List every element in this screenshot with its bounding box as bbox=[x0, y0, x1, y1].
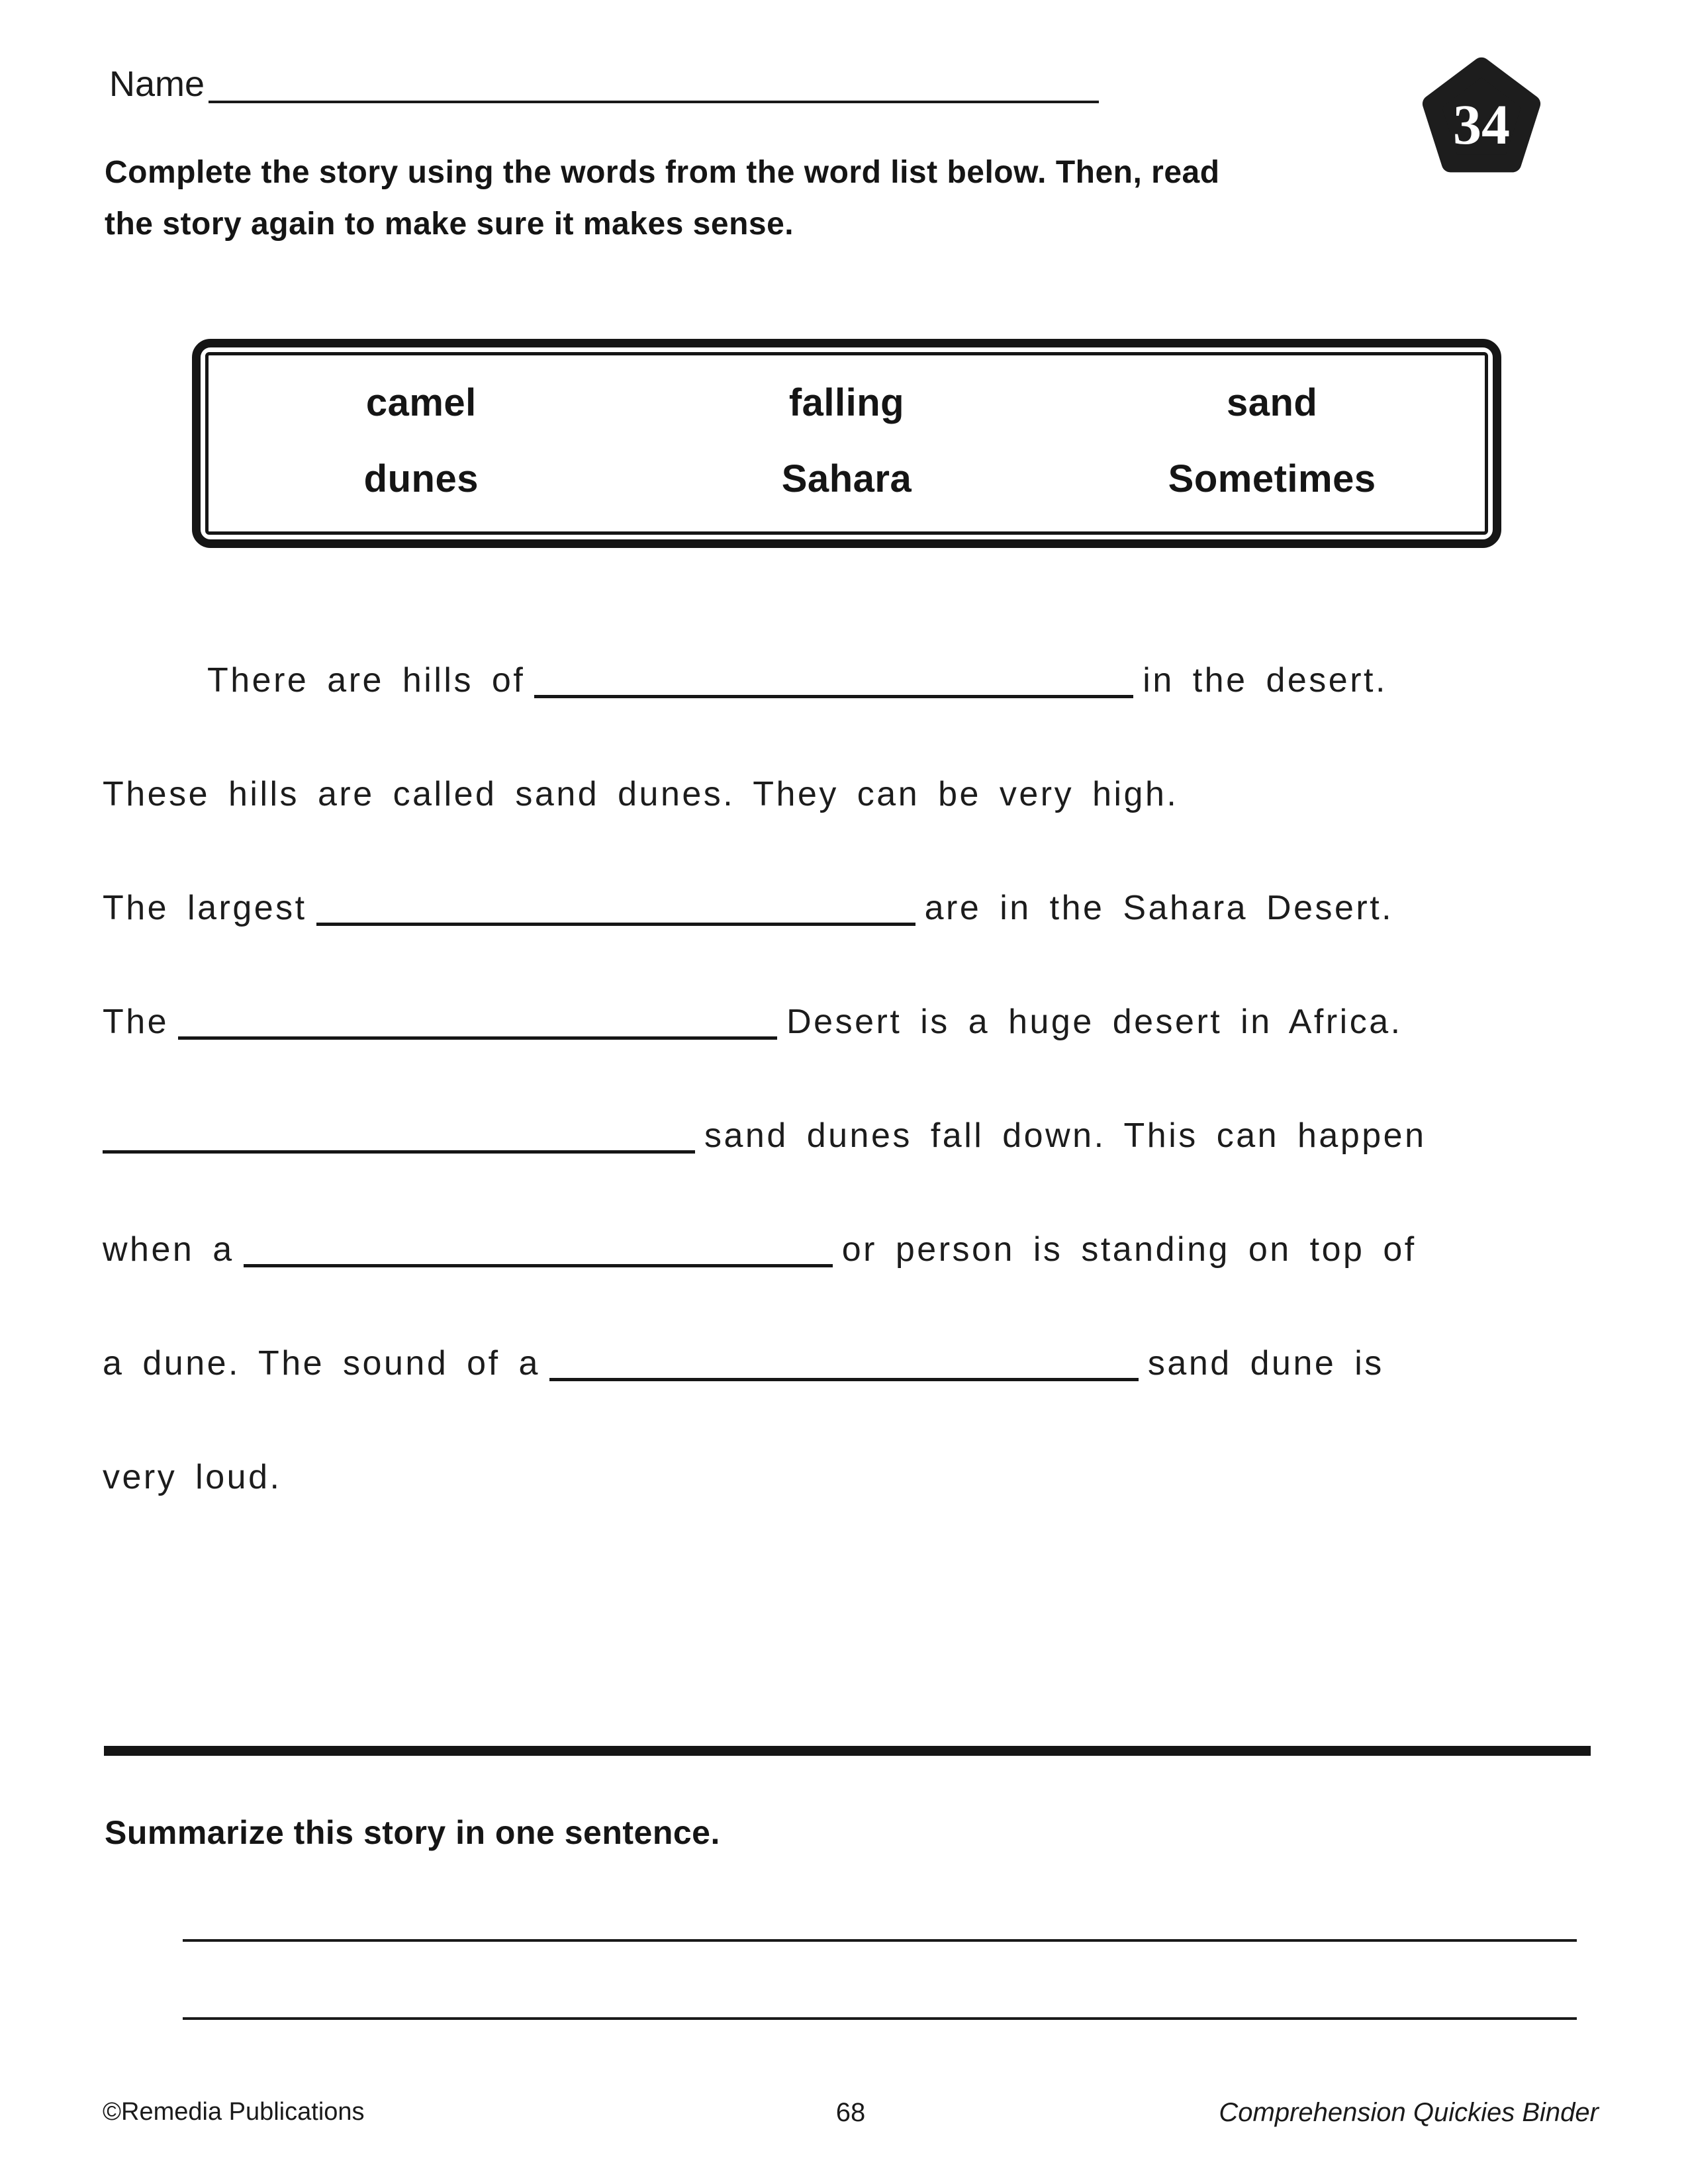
story-blank-6[interactable] bbox=[549, 1378, 1139, 1381]
story-line-8-text: very loud. bbox=[103, 1458, 282, 1496]
word-sahara: Sahara bbox=[781, 457, 912, 500]
word-falling: falling bbox=[788, 381, 905, 424]
story-blank-4[interactable] bbox=[103, 1150, 695, 1154]
story-line-6 bbox=[103, 1230, 1417, 1269]
story-blank-1[interactable] bbox=[534, 695, 1133, 698]
story-line-1-pre: There are hills of bbox=[207, 661, 526, 700]
story-line-7 bbox=[103, 1343, 1384, 1383]
instructions-line-2: the story again to make sure it makes sense. bbox=[105, 206, 794, 242]
page-number-badge bbox=[1422, 56, 1541, 175]
story-line-1 bbox=[207, 660, 1387, 700]
instructions bbox=[105, 147, 1362, 250]
story-blank-2[interactable] bbox=[316, 923, 915, 926]
word-sand: sand bbox=[1226, 381, 1318, 424]
story-line-3-post: are in the Sahara Desert. bbox=[924, 889, 1394, 927]
word-camel: camel bbox=[365, 381, 477, 424]
story-line-2 bbox=[103, 774, 1178, 814]
word-list-inner bbox=[205, 352, 1488, 535]
story-line-2-text: These hills are called sand dunes. They can be very high. bbox=[103, 775, 1179, 813]
badge-number: 34 bbox=[1453, 93, 1510, 156]
name-blank-line[interactable] bbox=[209, 101, 1099, 103]
story-line-1-post: in the desert. bbox=[1143, 661, 1387, 700]
word-list-box bbox=[192, 339, 1501, 548]
story-line-4-post: Desert is a huge desert in Africa. bbox=[786, 1003, 1403, 1041]
footer-page-number: 68 bbox=[835, 2098, 866, 2127]
story-line-5-post: sand dunes fall down. This can happen bbox=[704, 1116, 1427, 1155]
footer-book-title: Comprehension Quickies Binder bbox=[1219, 2098, 1599, 2127]
story-line-4 bbox=[103, 1002, 1403, 1042]
story-line-7-pre: a dune. The sound of a bbox=[103, 1344, 540, 1383]
story-line-3-pre: The largest bbox=[103, 889, 307, 927]
summary-write-line-1[interactable] bbox=[183, 1939, 1577, 1942]
story-blank-3[interactable] bbox=[178, 1036, 777, 1040]
story-line-4-pre: The bbox=[103, 1003, 169, 1041]
word-dunes: dunes bbox=[363, 457, 479, 500]
story-line-7-post: sand dune is bbox=[1147, 1344, 1384, 1383]
story-line-5 bbox=[103, 1116, 1427, 1156]
section-divider bbox=[104, 1746, 1591, 1756]
footer-publisher: ©Remedia Publications bbox=[103, 2098, 365, 2126]
summary-heading: Summarize this story in one sentence. bbox=[105, 1814, 720, 1851]
summary-write-line-2[interactable] bbox=[183, 2017, 1577, 2020]
story-line-6-pre: when a bbox=[103, 1230, 234, 1269]
story-line-3 bbox=[103, 888, 1393, 928]
story-blank-5[interactable] bbox=[244, 1264, 833, 1267]
instructions-line-1: Complete the story using the words from the word list below. Then, read bbox=[105, 155, 1220, 190]
name-label: Name bbox=[109, 64, 205, 104]
story-line-6-post: or person is standing on top of bbox=[841, 1230, 1417, 1269]
word-sometimes: Sometimes bbox=[1168, 457, 1376, 500]
story-line-8 bbox=[103, 1457, 281, 1497]
